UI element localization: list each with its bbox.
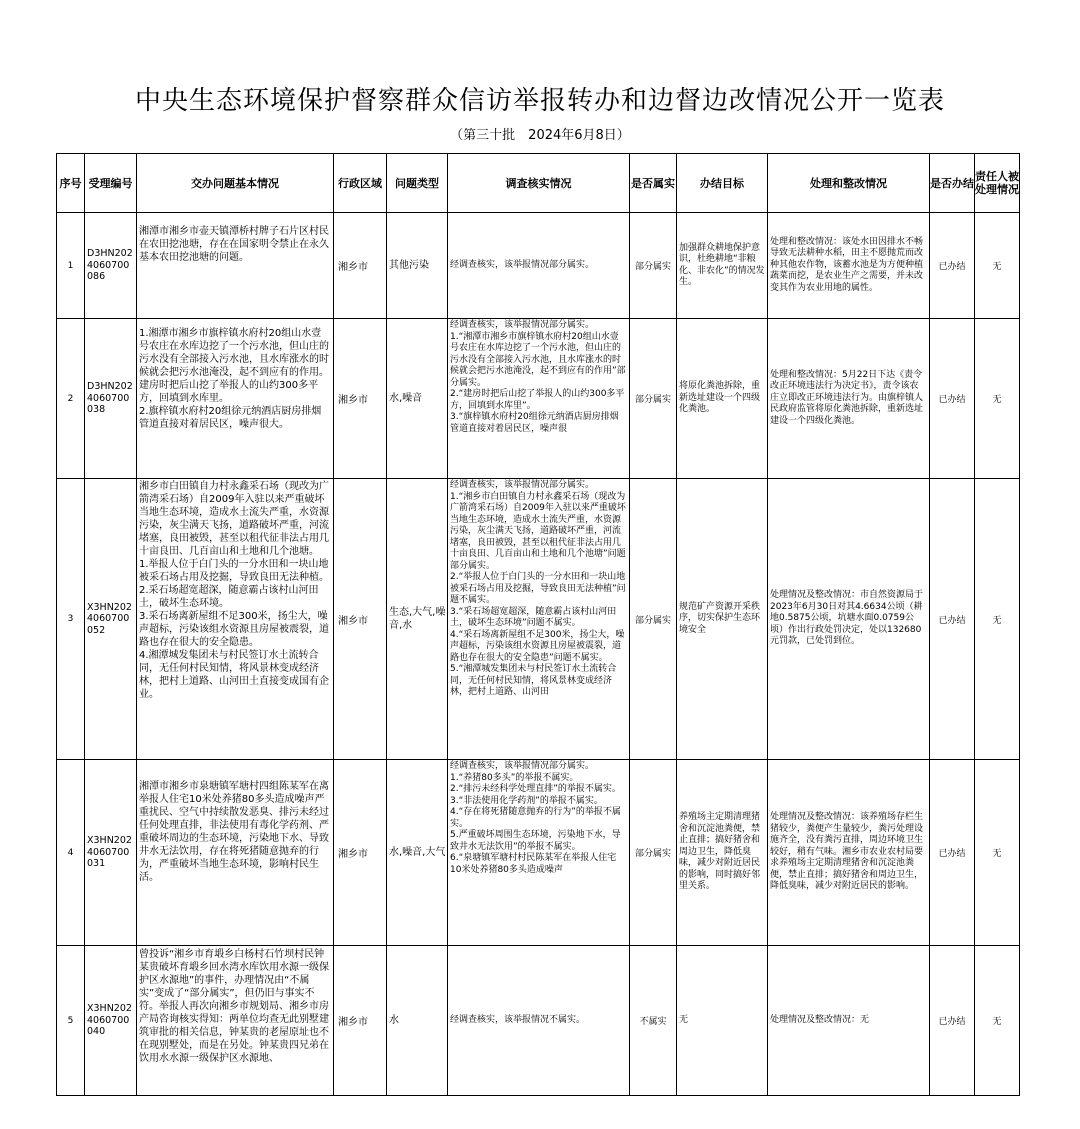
cell-investigation bbox=[448, 319, 630, 479]
cell-type bbox=[387, 319, 448, 479]
page-title: 中央生态环境保护督察群众信访举报转办和边督边改情况公开一览表 bbox=[134, 86, 945, 116]
table-row bbox=[57, 319, 1020, 479]
col-header-is-true: 是否属实 bbox=[630, 154, 677, 213]
code-text: X3HN2024060700031 bbox=[87, 835, 132, 870]
cell-seq: 5 bbox=[57, 946, 85, 1096]
problem-text: 湘乡市白田镇自力村永鑫采石场（现改为广箭湾采石场）自2009年入驻以来严重破坏当地生态环境，造成水土流失严重，水资源污染，灰尘满天飞扬，道路破坏严重，河流堵塞，良田被毁，甚至以租代征非法占用几十亩良田、几百亩山和土地和几个池塘。 1.举报人位于白门头的一分水田和一块山地被采石场占用及挖掘，导致良田无法种植。 2.采石场超宽超深，随意霸占该村山河田土，破坏生态环境。 3.采石场离新屋组不足300米，扬尘大，噪声超标，污染该组水资源且房屋被震裂，道路也存在很大的安全隐患。 4.湘潭城发集团未与村民签订水土流转合同，无任何村民知情，将风景林变成经济林，把村上道路、山河田土直接变成国有企业。 bbox=[139, 481, 329, 700]
problem-text: 1.湘潭市湘乡市旗梓镇水府村20组山水壹号农庄在水库边挖了一个污水池，但山庄的污水没有全部接入污水池，且水库涨水的时候就会把污水池淹没，起不到应有的作用。建房时把后山挖了举报人的山约300多平方，回填到水库里。 2.旗梓镇水府村20组徐元纳酒店厨房排烟管道直接对着居民区，噪声很大。 bbox=[139, 328, 329, 430]
code-text: D3HN2024060700038 bbox=[87, 381, 133, 416]
cell-seq: 1 bbox=[57, 213, 85, 319]
cell-code bbox=[85, 319, 137, 479]
cell-handling bbox=[768, 319, 930, 479]
col-header-seq: 序号 bbox=[57, 154, 85, 213]
handling-text: 处理情况及整改情况：市自然资源局于2023年6月30日对其4.6634公顷（耕地0.5875公顷，坑塘水面0.0759公顷）作出行政处罚决定，处以132680元罚款，已处罚到位。 bbox=[770, 590, 924, 647]
cell-type bbox=[387, 946, 448, 1096]
handling-text: 处理情况及整改情况：该养殖场存栏生猪较少，粪便产生量较少，粪污处理设施齐全，没有粪污直排，周边环境卫生较好，稍有气味。湘乡市农业农村局要求养殖场主定期清理猪舍和沉淀池粪便，禁止直排；搞好猪舍和周边卫生，降低臭味，减少对附近居民的影响。 bbox=[770, 812, 924, 892]
cell-code bbox=[85, 479, 137, 760]
handling-text: 处理和整改情况：5月22日下达《责令改正环境违法行为决定书》，责令该农庄立即改正环境违法行为。由旗梓镇人民政府监管将原化粪池拆除，重新选址建设一个四级化粪池。 bbox=[770, 369, 924, 426]
cell-closed: 已办结 bbox=[930, 213, 975, 319]
cell-goal bbox=[677, 760, 768, 946]
col-header-district: 行政区域 bbox=[334, 154, 387, 213]
cell-code bbox=[85, 760, 137, 946]
goal-text: 无 bbox=[679, 1014, 689, 1025]
type-text: 水 bbox=[389, 1015, 399, 1026]
col-header-investigation: 调查核实情况 bbox=[448, 154, 630, 213]
problem-text: 曾投诉“湘乡市育塅乡白杨村石竹坝村民钟某贵破坏育塅乡回水湾水库饮用水源一级保护区水源地”的事件，办理情况由“不属实”变成了“部分属实”，但仍旧与事实不符。举报人再次向湘乡市规划局、湘乡市房产局咨询核实得知：两单位均查无此别墅建筑审批的相关信息，钟某贵的老屋原址也不在现别墅处，而是在另处。钟某贵四兄弟在饮用水水源一级保护区水源地、 bbox=[139, 949, 329, 1064]
cell-closed: 已办结 bbox=[930, 760, 975, 946]
cell-investigation bbox=[448, 946, 630, 1096]
cell-is-true: 不属实 bbox=[630, 946, 677, 1096]
cell-district bbox=[334, 760, 387, 946]
cell-handling bbox=[768, 946, 930, 1096]
cell-type bbox=[387, 760, 448, 946]
cell-accountability: 无 bbox=[975, 213, 1020, 319]
problem-text: 湘潭市湘乡市壶天镇潭桥村牌子石片区村民在农田挖池塘，存在在国家明令禁止在永久基本农田挖池塘的问题。 bbox=[139, 226, 329, 263]
cell-district bbox=[334, 946, 387, 1096]
cell-district bbox=[334, 479, 387, 760]
col-header-accountability: 责任人被处理情况 bbox=[975, 154, 1020, 213]
type-text: 水,噪音,大气 bbox=[389, 847, 446, 858]
goal-text: 将原化粪池拆除，重新选址建设一个四级化粪池。 bbox=[679, 381, 761, 415]
cell-is-true: 部分属实 bbox=[630, 479, 677, 760]
district-text: 湘乡市 bbox=[338, 849, 368, 860]
cell-handling bbox=[768, 213, 930, 319]
goal-text: 规范矿产资源开采秩序，切实保护生态环境安全 bbox=[679, 601, 761, 635]
cell-code bbox=[85, 946, 137, 1096]
type-text: 其他污染 bbox=[389, 260, 429, 271]
cell-problem bbox=[137, 946, 334, 1096]
cell-accountability: 无 bbox=[975, 946, 1020, 1096]
code-text: X3HN2024060700040 bbox=[87, 1003, 132, 1038]
cell-is-true: 部分属实 bbox=[630, 319, 677, 479]
cell-investigation bbox=[448, 479, 630, 760]
cell-closed: 已办结 bbox=[930, 479, 975, 760]
code-text: D3HN2024060700086 bbox=[87, 248, 133, 283]
cell-is-true: 部分属实 bbox=[630, 760, 677, 946]
cell-district bbox=[334, 319, 387, 479]
col-header-code: 受理编号 bbox=[85, 154, 137, 213]
complaint-table bbox=[56, 153, 1020, 1096]
type-text: 生态,大气,噪音,水 bbox=[389, 607, 446, 631]
type-text: 水,噪音 bbox=[389, 393, 423, 404]
cell-investigation bbox=[448, 760, 630, 946]
cell-problem bbox=[137, 213, 334, 319]
district-text: 湘乡市 bbox=[338, 1017, 368, 1028]
cell-district bbox=[334, 213, 387, 319]
cell-handling bbox=[768, 479, 930, 760]
cell-closed: 已办结 bbox=[930, 946, 975, 1096]
goal-text: 加强群众耕地保护意识，杜绝耕地“非粮化、非农化”的情况发生。 bbox=[679, 242, 765, 287]
cell-handling bbox=[768, 760, 930, 946]
col-header-problem: 交办问题基本情况 bbox=[137, 154, 334, 213]
cell-investigation bbox=[448, 213, 630, 319]
cell-problem bbox=[137, 319, 334, 479]
col-header-type: 问题类型 bbox=[387, 154, 448, 213]
problem-text: 湘潭市湘乡市泉塘镇军塘村四组陈某军在离举报人住宅10米处养猪80多头造成噪声严重扰民、空气中持续散发恶臭、排污未经过任何处理直排，非法使用有毒化学药剂、严重破坏周边的生态环境，污染地下水、导致井水无法饮用，存在将死猪随意抛弃的行为，严重破坏当地生态环境，影响村民生活。 bbox=[139, 781, 329, 883]
table-header-row bbox=[57, 154, 1020, 213]
cell-problem bbox=[137, 479, 334, 760]
goal-text: 养殖场主定期清理猪舍和沉淀池粪便，禁止直排；搞好猪舍和周边卫生，降低臭味，减少对附近居民的影响，同时搞好邻里关系。 bbox=[679, 812, 761, 892]
cell-code bbox=[85, 213, 137, 319]
cell-accountability: 无 bbox=[975, 760, 1020, 946]
table-row bbox=[57, 479, 1020, 760]
table-row bbox=[57, 946, 1020, 1096]
col-header-handling: 处理和整改情况 bbox=[768, 154, 930, 213]
code-text: X3HN2024060700052 bbox=[87, 601, 132, 636]
district-text: 湘乡市 bbox=[338, 615, 368, 627]
district-text: 湘乡市 bbox=[338, 262, 368, 273]
cell-goal bbox=[677, 479, 768, 760]
page-subtitle: （第三十批 2024年6月8日） bbox=[450, 128, 630, 143]
handling-text: 处理情况及整改情况：无 bbox=[770, 1014, 870, 1025]
cell-seq: 4 bbox=[57, 760, 85, 946]
investigation-text: 经调查核实，该举报情况部分属实。 1.“湘潭市湘乡市旗梓镇水府村20组山水壹号农庄在水库边挖了一个污水池，但山庄的污水没有全部接入污水池，且水库涨水的时候就会把污水池淹没，起不到应有的作用”部分属实。 2.“建房时把后山挖了举报人的山约300多平方，回填到水库里”。 3.“旗梓镇水府村20组徐元纳酒店厨房排烟管道直接对着居民区，噪声很 bbox=[450, 320, 626, 434]
cell-problem bbox=[137, 760, 334, 946]
investigation-text: 经调查核实，该举报情况部分属实。 bbox=[450, 259, 595, 270]
district-text: 湘乡市 bbox=[338, 395, 368, 406]
col-header-closed: 是否办结 bbox=[930, 154, 975, 213]
investigation-text: 经调查核实，该举报情况部分属实。 1.“养猪80多头”的举报不属实。 2.“排污未经科学处理直排”的举报不属实。 3.“非法使用化学药剂”的举报不属实。 4.“存在将死猪随意抛弃的行为”的举报不属实。 5.严重破坏周围生态环境，污染地下水，导致井水无法饮用”的举报不属实。 6.“泉塘镇军塘村村民陈某军在举报人住宅10米处养猪80多头造成噪声 bbox=[450, 761, 621, 875]
handling-text: 处理和整改情况：该处水田因排水不畅导致无法耕种水稻，田主不愿抛荒而改种其他农作物，该蓄水池是为方便种植蔬菜而挖，是农业生产之需要，并未改变其作为农业用地的属性。 bbox=[770, 236, 924, 293]
cell-accountability: 无 bbox=[975, 319, 1020, 479]
cell-seq: 3 bbox=[57, 479, 85, 760]
cell-goal bbox=[677, 213, 768, 319]
table-row bbox=[57, 213, 1020, 319]
cell-closed: 已办结 bbox=[930, 319, 975, 479]
table-row bbox=[57, 760, 1020, 946]
investigation-text: 经调查核实，该举报情况不属实。 bbox=[450, 1014, 586, 1025]
cell-is-true: 部分属实 bbox=[630, 213, 677, 319]
cell-type bbox=[387, 479, 448, 760]
cell-goal bbox=[677, 946, 768, 1096]
cell-seq: 2 bbox=[57, 319, 85, 479]
investigation-text: 经调查核实，该举报情况部分属实。 1.“湘乡市白田镇自力村永鑫采石场（现改为广箭湾采石场）自2009年入驻以来严重破坏当地生态环境，造成水土流失严重，水资源污染，灰尘满天飞扬，道路破坏严重，河流堵塞，良田被毁，甚至以租代征非法占用几十亩良田、几百亩山和土地和几个池塘”问题部分属实。 2.“举报人位于白门头的一分水田和一块山地被采石场占用及挖掘，导致良田无法种植”问题不属实。 3.“采石场超宽超深，随意霸占该村山河田土，破坏生态环境”问题不属实。 4.“采石场离新屋组不足300米，扬尘大，噪声超标，污染该组水资源且房屋被震裂，道路也存在很大的安全隐患”问题不属实。 5.“湘潭城发集团未与村民签订水土流转合同，无任何村民知情，将风景林变成经济林，把村上道路、山河田 bbox=[450, 480, 626, 697]
cell-goal bbox=[677, 319, 768, 479]
cell-type bbox=[387, 213, 448, 319]
col-header-goal: 办结目标 bbox=[677, 154, 768, 213]
cell-accountability: 无 bbox=[975, 479, 1020, 760]
